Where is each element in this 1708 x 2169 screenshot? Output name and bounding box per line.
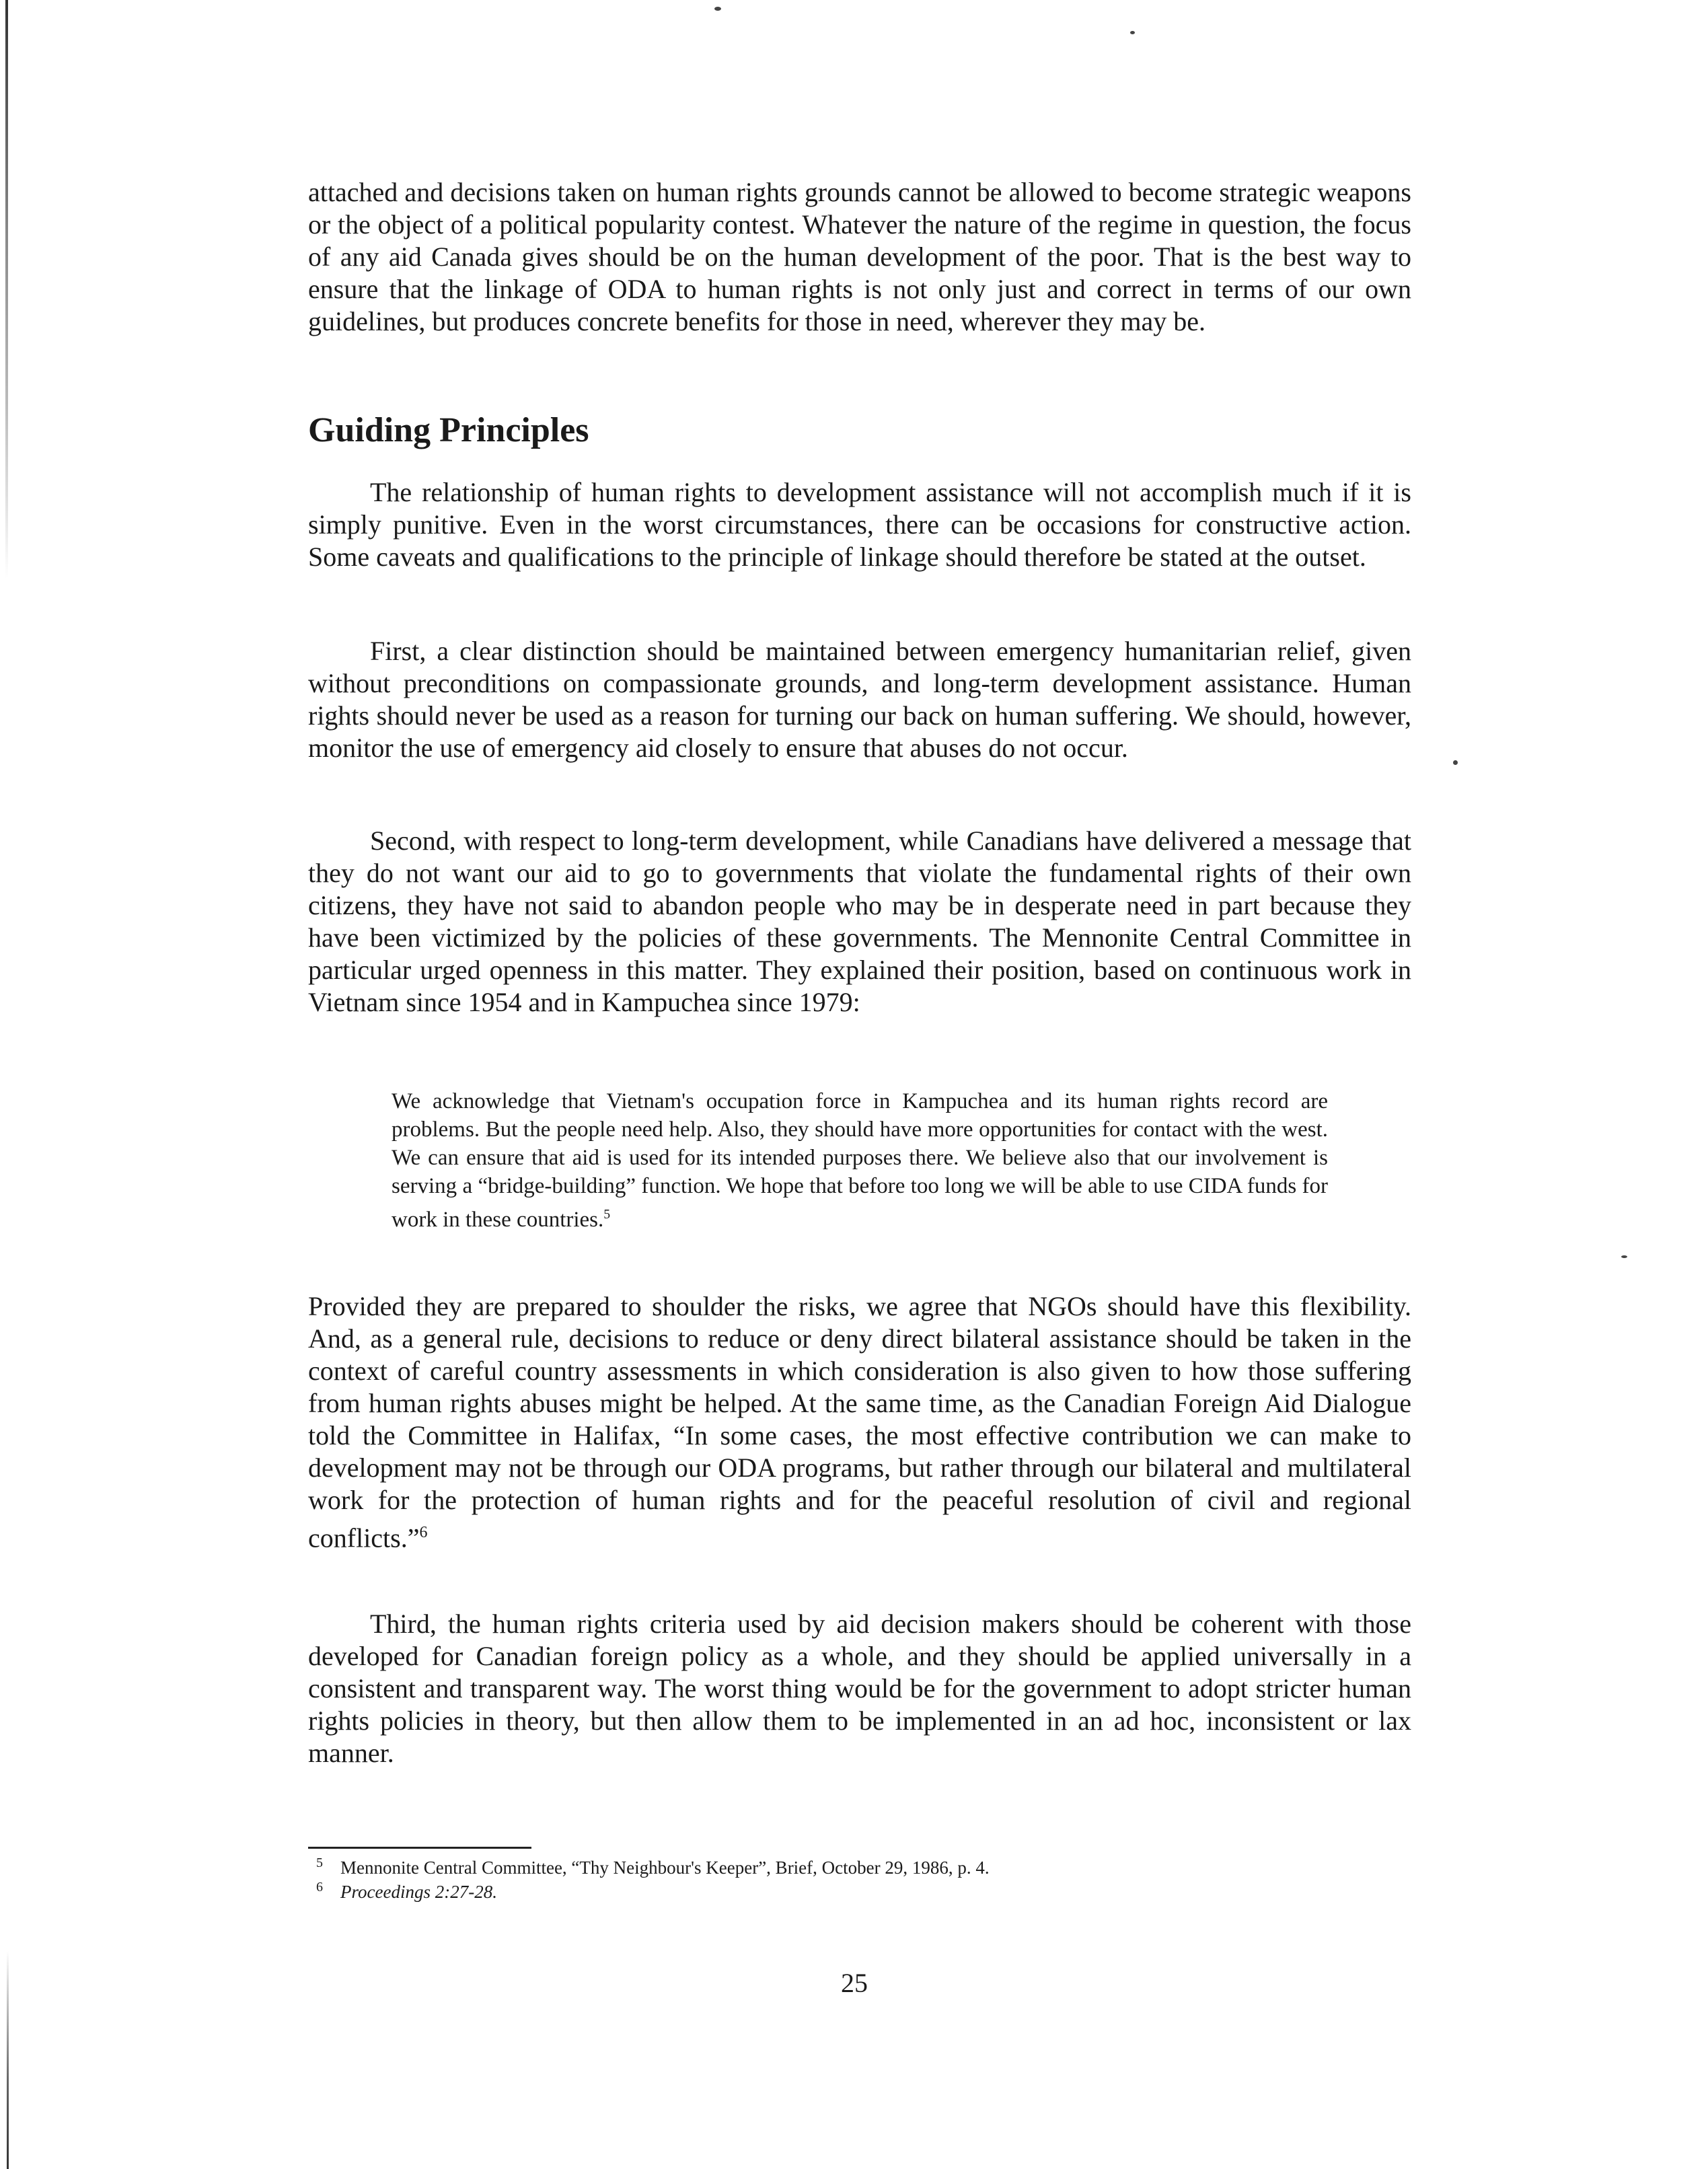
scan-speck [1130, 31, 1135, 34]
paragraph-2: First, a clear distinction should be maintained between emergency humanitarian relief, given without preconditions on compassionate grounds, and long-term development assistance. Human rights should never be used as a reason for turning our back on human suffering. We should, however, monitor the use of emergency aid closely to ensure that abuses do not occur. [308, 636, 1411, 763]
scan-speck [1621, 1255, 1627, 1258]
footnote-6 [316, 1876, 497, 1903]
footnote-text: Proceedings 2:27-28. [340, 1882, 497, 1902]
page-number: 25 [841, 1968, 868, 1998]
intro-paragraph: attached and decisions taken on human rights grounds cannot be allowed to become strategic weapons or the object of a political popularity contest. Whatever the nature of the regime in question, the focus of any aid Canada gives should be on the human development of the poor. That is the best way to ensure that the linkage of ODA to human rights is not only just and correct in terms of our own guidelines, but produces concrete benefits for those in need, wherever they may be. [308, 177, 1411, 336]
footnote-mark: 5 [316, 1855, 323, 1870]
section-heading: Guiding Principles [308, 411, 589, 449]
scan-speck [714, 7, 721, 11]
paragraph-4-text: Provided they are prepared to shoulder the risks, we agree that NGOs should have this flexibility. And, as a general rule, decisions to reduce or deny direct bilateral assistance should be taken in the context of careful country assessments in which consideration is also given to how those suffering from human rights abuses might be helped. At the same time, as the Canadian Foreign Aid Dialogue told the Committee in Halifax, “In some cases, the most effective contribution we can make to development may not be through our ODA programs, but rather through our bilateral and multilateral work for the protection of human rights and for the peaceful resolution of civil and regional conflicts.” [308, 1291, 1411, 1553]
paragraph-4 [308, 1290, 1411, 1554]
block-quote-text: We acknowledge that Vietnam's occupation force in Kampuchea and its human rights record are problems. But the people need help. Also, they should have more opportunities for contact with the west. We can ensure that aid is used for its intended purposes there. We believe also that our involvement is serving a “bridge-building” function. We hope that before too long we will be able to use CIDA funds for work in these countries. [392, 1089, 1328, 1232]
footnote-divider [308, 1847, 531, 1849]
scan-edge-mark-bottom [7, 1951, 9, 2169]
scan-speck [1453, 760, 1458, 765]
footnote-text: Mennonite Central Committee, “Thy Neighbour's Keeper”, Brief, October 29, 1986, p. 4. [340, 1858, 990, 1878]
footnote-ref-6: 6 [419, 1524, 428, 1541]
footnote-ref-5: 5 [603, 1207, 611, 1222]
paragraph-1: The relationship of human rights to development assistance will not accomplish much if it is simply punitive. Even in the worst circumstances, there can be occasions for constructive action. Some caveats and qualifications to the principle of linkage should therefore be stated at the outset. [308, 477, 1411, 572]
scan-edge-mark [5, 0, 8, 579]
footnote-mark: 6 [316, 1880, 323, 1895]
paragraph-3: Second, with respect to long-term development, while Canadians have delivered a message that they do not want our aid to go to governments that violate the fundamental rights of their own citizens, they have not said to abandon people who may be in desperate need in part because they have been victimized by the policies of these governments. The Mennonite Central Committee in particular urged openness in this matter. They explained their position, based on continuous work in Vietnam since 1954 and in Kampuchea since 1979: [308, 825, 1411, 1017]
footnote-5 [316, 1851, 990, 1879]
block-quote [392, 1087, 1328, 1234]
paragraph-5: Third, the human rights criteria used by aid decision makers should be coherent with those developed for Canadian foreign policy as a whole, and they should be applied universally in a consistent and transparent way. The worst thing would be for the government to adopt stricter human rights policies in theory, but then allow them to be implemented in an ad hoc, inconsistent or lax manner. [308, 1609, 1411, 1768]
